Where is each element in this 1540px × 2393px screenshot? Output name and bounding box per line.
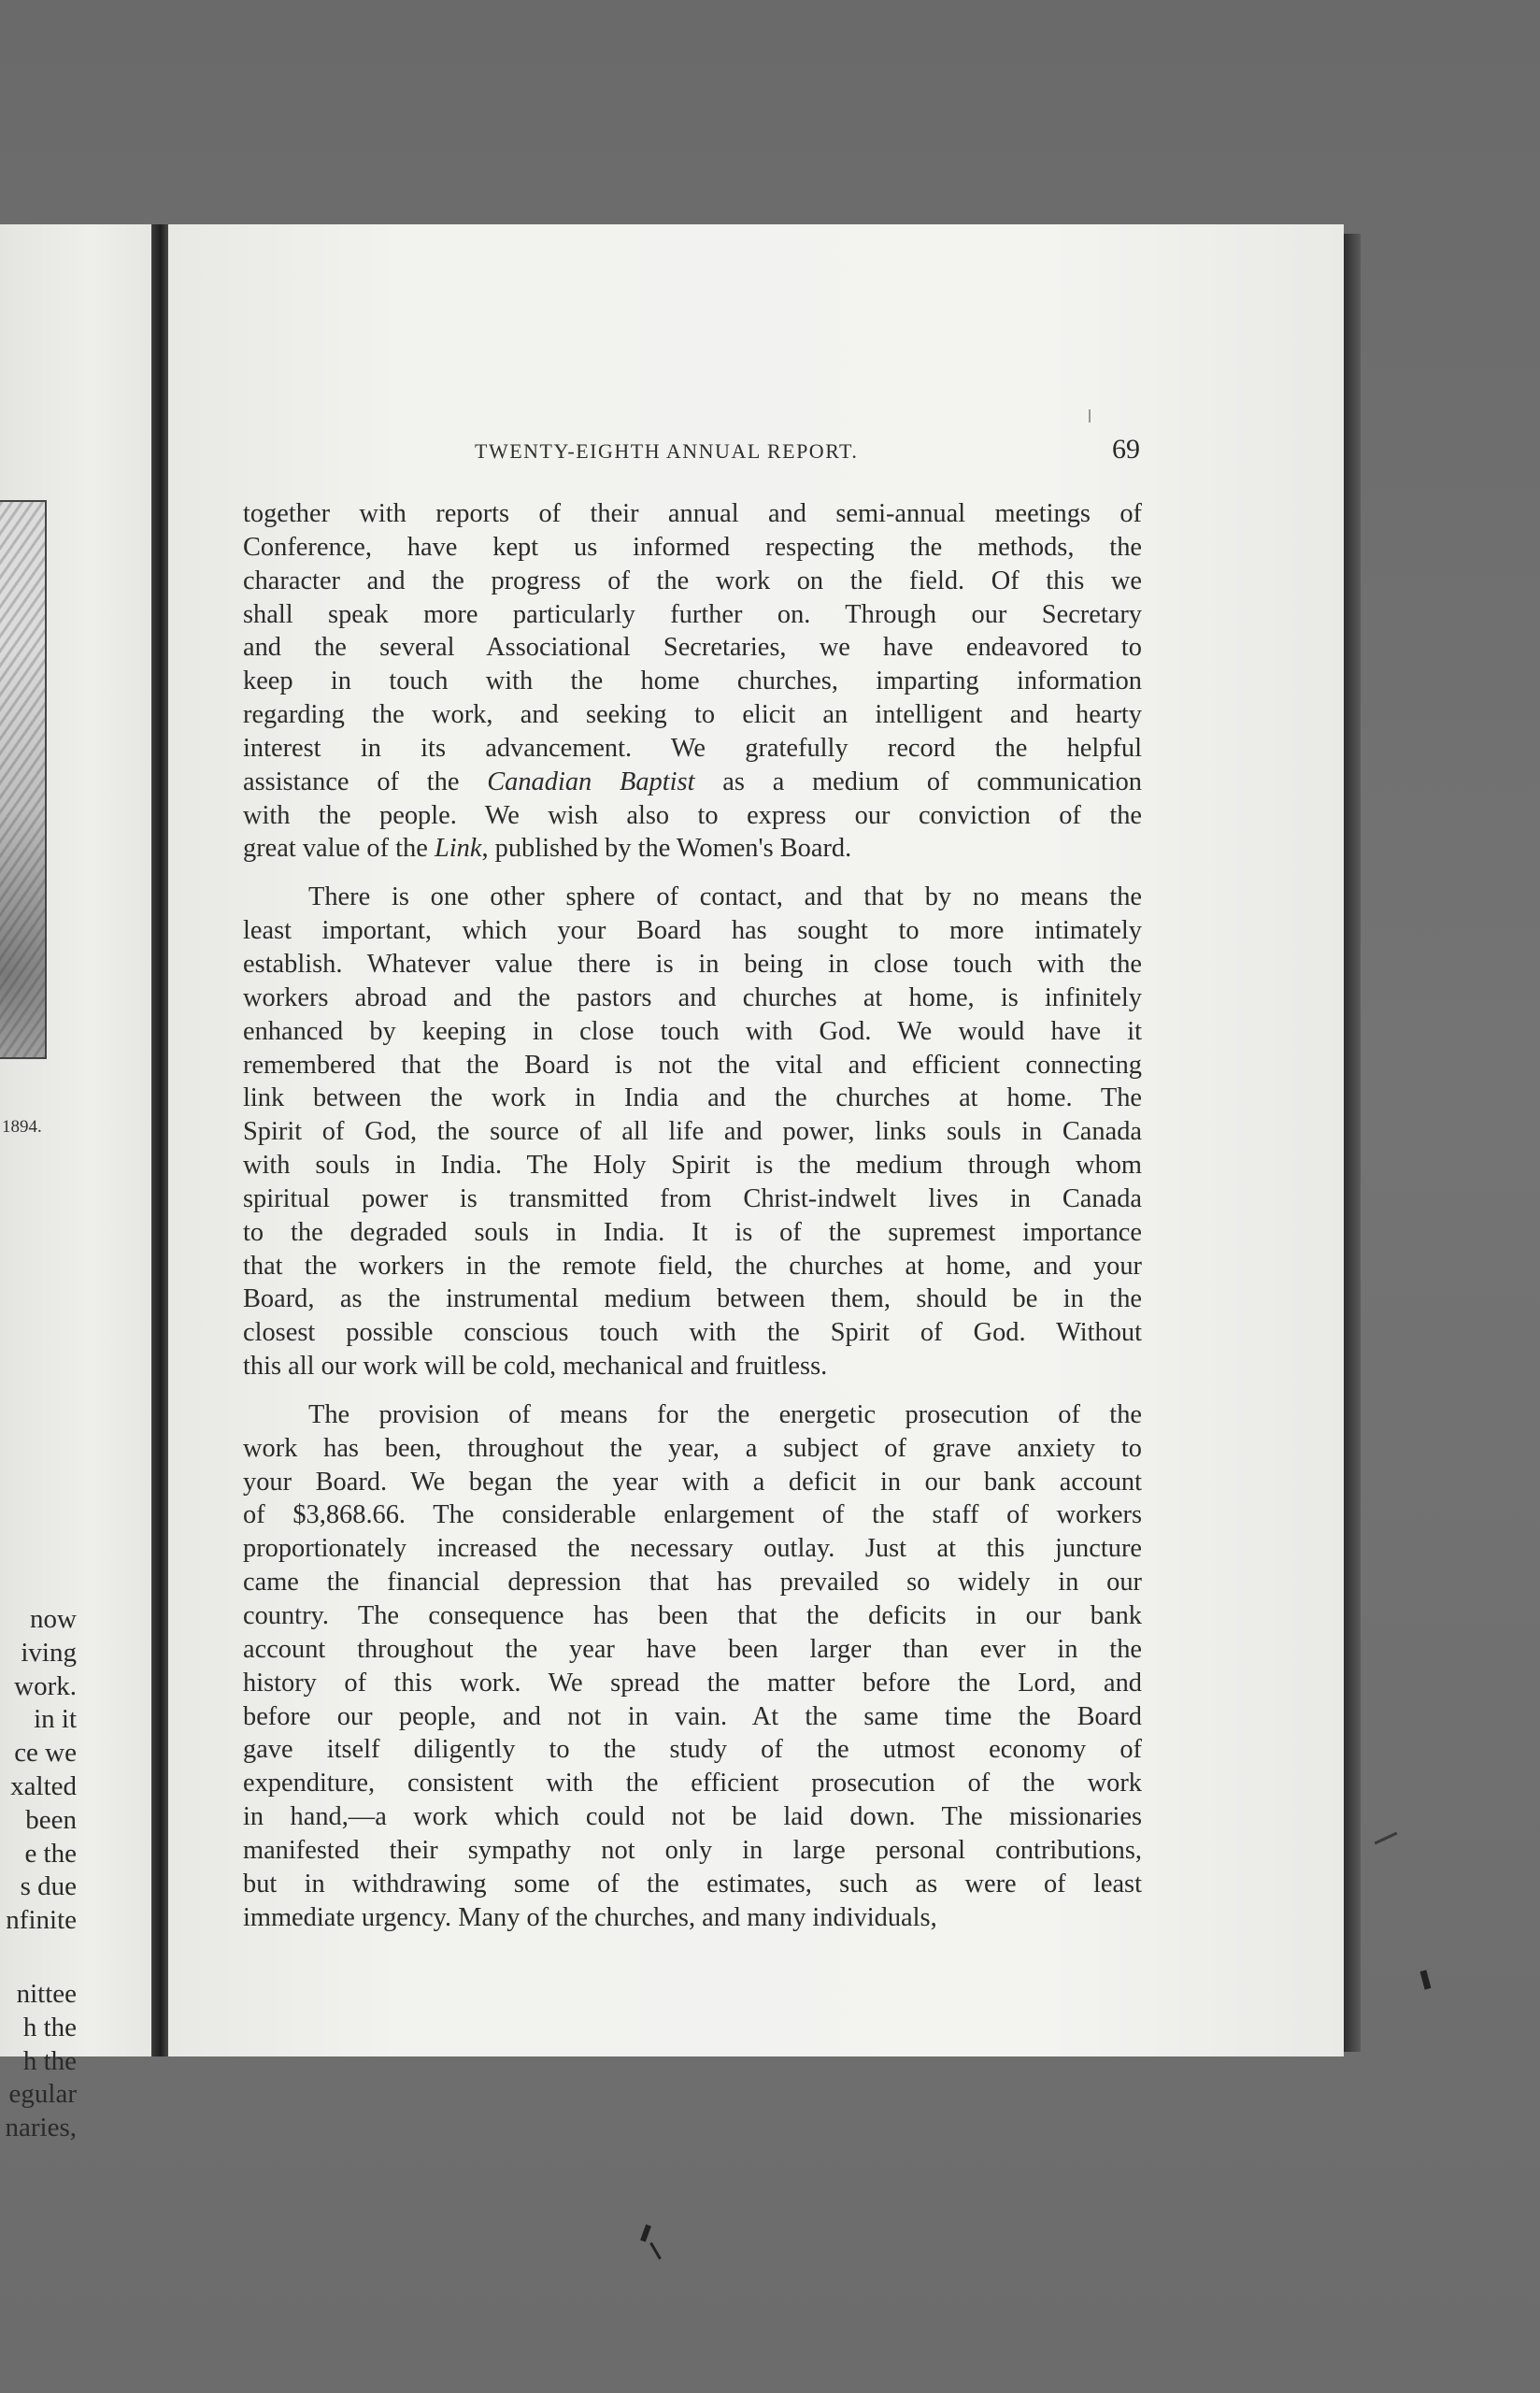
text-line: expenditure, consistent with the efficient prosecution of the work xyxy=(243,1769,1142,1798)
text-line: history of this work. We spread the matter before the Lord, and xyxy=(243,1668,1142,1698)
margin-mark xyxy=(1089,409,1091,423)
text-line: proportionately increased the necessary outlay. Just at this juncture xyxy=(243,1534,1142,1564)
paragraph xyxy=(243,881,1142,1383)
text-line: this all our work will be cold, mechanical and fruitless. xyxy=(243,1352,828,1382)
text-segment: , published by the Women's Board. xyxy=(481,834,852,864)
text-line: but in withdrawing some of the estimates, such as were of least xyxy=(243,1869,1142,1899)
text-line: character and the progress of the work on the field. Of this we xyxy=(243,566,1142,595)
text-line: remembered that the Board is not the vital and efficient connecting xyxy=(243,1050,1142,1080)
left-fragment-line: nittee xyxy=(16,1978,77,2009)
text-line: your Board. We began the year with a deficit in our bank account xyxy=(243,1467,1142,1497)
page-number: 69 xyxy=(1112,434,1140,465)
text-line: interest in its advancement. We gratefully record the helpful xyxy=(243,733,1142,763)
italic-title: Link xyxy=(434,834,482,864)
text-line: regarding the work, and seeking to elicit an intelligent and hearty xyxy=(243,700,1142,730)
italic-title: Canadian Baptist xyxy=(487,767,695,796)
text-line: closest possible conscious touch with the Spirit of God. Without xyxy=(243,1318,1142,1348)
paragraph xyxy=(243,497,1142,866)
photo-caption: 1894. xyxy=(2,1117,42,1137)
left-fragment-line: work. xyxy=(14,1670,77,1701)
body-text xyxy=(243,497,1142,1949)
text-line xyxy=(243,832,1142,866)
left-fragment-line: in it xyxy=(34,1704,77,1735)
text-line: There is one other sphere of contact, and that by no means the xyxy=(308,882,1142,912)
left-fragment-line: been xyxy=(25,1804,77,1835)
text-line: together with reports of their annual and semi-annual meetings of xyxy=(243,499,1142,528)
left-fragment-line: xalted xyxy=(10,1770,77,1801)
text-segment: great value of the xyxy=(243,834,435,864)
text-line: with the people. We wish also to express our conviction of the xyxy=(243,800,1142,830)
left-fragment-line: s due xyxy=(20,1871,77,1902)
text-line: least important, which your Board has sought to more intimately xyxy=(243,916,1142,946)
left-fragment-line: now xyxy=(30,1604,77,1634)
running-head: TWENTY-EIGHTH ANNUAL REPORT. xyxy=(475,439,859,463)
left-fragment-line: h the xyxy=(22,2012,77,2042)
left-fragment-line: ce we xyxy=(14,1738,77,1769)
text-line: spiritual power is transmitted from Christ-indwelt lives in Canada xyxy=(243,1183,1142,1213)
text-line: Board, as the instrumental medium between them, should be in the xyxy=(243,1284,1142,1314)
left-fragment-line: iving xyxy=(21,1637,77,1668)
text-line: The provision of means for the energetic prosecution of the xyxy=(308,1399,1142,1429)
paragraph xyxy=(243,1398,1142,1935)
text-line: to the degraded souls in India. It is of the supremest importance xyxy=(243,1217,1142,1247)
text-segment: as a medium of communication xyxy=(694,767,1142,796)
text-line: link between the work in India and the churches at home. The xyxy=(243,1083,1142,1113)
text-line: work has been, throughout the year, a subject of grave anxiety to xyxy=(243,1433,1142,1463)
left-fragment-line: naries, xyxy=(5,2113,77,2143)
text-line: that the workers in the remote field, the churches at home, and your xyxy=(243,1251,1142,1281)
photo-fragment xyxy=(0,500,47,1059)
page-edge-shadow xyxy=(1344,234,1361,2052)
text-line: before our people, and not in vain. At the same time the Board xyxy=(243,1701,1142,1731)
text-line: gave itself diligently to the study of the utmost economy of xyxy=(243,1735,1142,1765)
text-line: Conference, have kept us informed respecting the methods, the xyxy=(243,532,1142,562)
text-line: of $3,868.66. The considerable enlargement of the staff of workers xyxy=(243,1500,1142,1530)
text-line: workers abroad and the pastors and churches at home, is infinitely xyxy=(243,982,1142,1012)
text-line: keep in touch with the home churches, imparting information xyxy=(243,666,1142,696)
text-line: enhanced by keeping in close touch with God. We would have it xyxy=(243,1016,1142,1046)
text-line: shall speak more particularly further on. Through our Secretary xyxy=(243,599,1142,629)
text-line: establish. Whatever value there is in being in close touch with the xyxy=(243,949,1142,979)
text-line: and the several Associational Secretaries, we have endeavored to xyxy=(243,633,1142,663)
text-line: country. The consequence has been that the deficits in our bank xyxy=(243,1601,1142,1630)
left-fragment-line xyxy=(0,1938,77,1978)
left-text-fragments xyxy=(0,1603,77,2145)
left-fragment-line: egular xyxy=(8,2079,77,2110)
left-page xyxy=(0,224,151,2143)
text-line: Spirit of God, the source of all life and power, links souls in Canada xyxy=(243,1117,1142,1147)
text-line: account throughout the year have been larger than ever in the xyxy=(243,1634,1142,1664)
text-line: with souls in India. The Holy Spirit is the medium through whom xyxy=(243,1151,1142,1181)
text-line: manifested their sympathy not only in large personal contributions, xyxy=(243,1835,1142,1865)
text-segment: assistance of the xyxy=(243,767,488,796)
text-line: immediate urgency. Many of the churches, and many individuals, xyxy=(243,1902,937,1932)
left-fragment-line: h the xyxy=(22,2045,77,2076)
left-fragment-line: nfinite xyxy=(6,1905,77,1936)
left-fragment-line: e the xyxy=(24,1838,77,1869)
text-line: came the financial depression that has prevailed so widely in our xyxy=(243,1568,1142,1598)
book-gutter xyxy=(151,224,168,2056)
text-line xyxy=(243,766,1142,799)
text-line: in hand,—a work which could not be laid down. The missionaries xyxy=(243,1802,1142,1832)
